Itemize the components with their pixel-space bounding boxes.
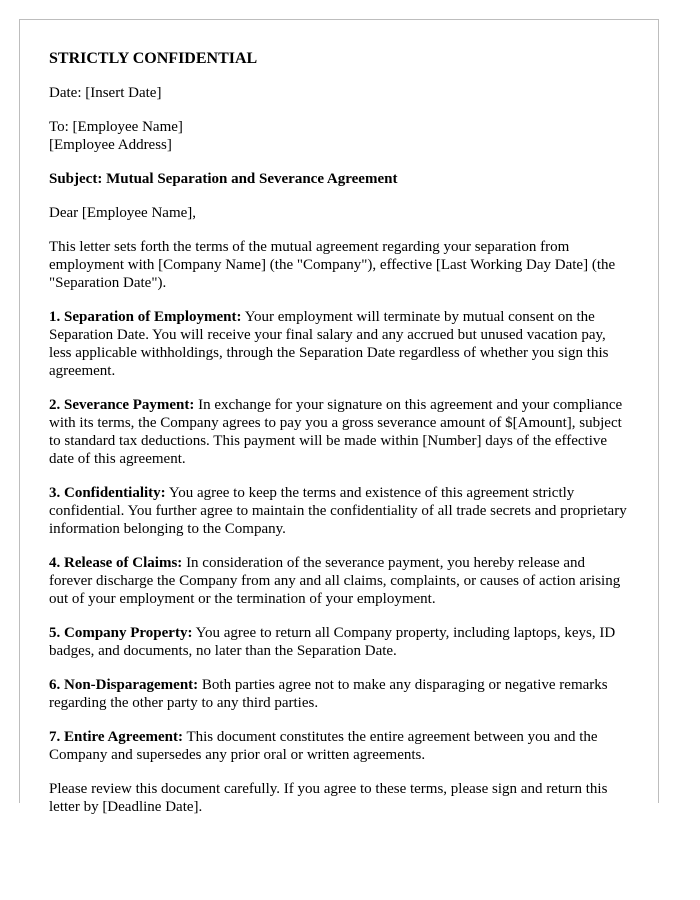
recipient-name: To: [Employee Name] [49,119,183,135]
letter-page [19,19,659,815]
section-title: 3. Confidentiality: [49,485,166,501]
section-body: Your employment will terminate by mutual consent on the Separation Date. You will receive your final salary and any accrued but unused vacation pay, less applicable withholdings, through the Separation Date regardless of whether you sign this agreement. [49,309,609,379]
section-title: 4. Release of Claims: [49,555,183,571]
recipient-address: [Employee Address] [49,137,172,153]
section-body: In consideration of the severance payment, you hereby release and forever discharge the Company from any and all claims, complaints, or causes of action arising out of your employment or the termination of your employment. [49,555,621,607]
date-line: Date: [Insert Date] [49,85,162,101]
confidential-heading: STRICTLY CONFIDENTIAL [49,50,258,67]
greeting: Dear [Employee Name], [49,205,197,221]
section-entire-agreement [49,728,630,764]
section-separation [49,308,630,380]
section-release [49,554,630,608]
section-title: 1. Separation of Employment: [49,309,242,325]
section-body: This document constitutes the entire agreement between you and the Company and supersedes any prior oral or written agreements. [49,729,598,763]
section-title: 5. Company Property: [49,625,193,641]
section-severance [49,396,630,468]
section-title: 6. Non-Disparagement: [49,677,199,693]
section-property [49,624,630,660]
section-non-disparagement [49,676,630,712]
letter-content [20,20,658,816]
section-title: 7. Entire Agreement: [49,729,183,745]
subject-line: Subject: Mutual Separation and Severance Agreement [49,171,398,187]
section-body: Both parties agree not to make any disparaging or negative remarks regarding the other party to any third parties. [49,677,608,711]
closing-paragraph: Please review this document carefully. If you agree to these terms, please sign and return this letter by [Deadline Date]. [49,781,608,815]
section-confidentiality [49,484,630,538]
section-body: You agree to return all Company property, including laptops, keys, ID badges, and documents, no later than the Separation Date. [49,625,616,659]
recipient-block [49,118,630,154]
section-body: In exchange for your signature on this agreement and your compliance with its terms, the Company agrees to pay you a gross severance amount of $[Amount], subject to standard tax deductions. This payment will be made within [Number] days of the effective date of this agreement. [49,397,623,467]
intro-paragraph: This letter sets forth the terms of the mutual agreement regarding your separation from employment with [Company Name] (the "Company"), effective [Last Working Day Date] (the "Separation Date"). [49,239,616,291]
section-title: 2. Severance Payment: [49,397,195,413]
section-body: You agree to keep the terms and existence of this agreement strictly confidential. You further agree to maintain the confidentiality of all trade secrets and proprietary information belonging to the Company. [49,485,627,537]
